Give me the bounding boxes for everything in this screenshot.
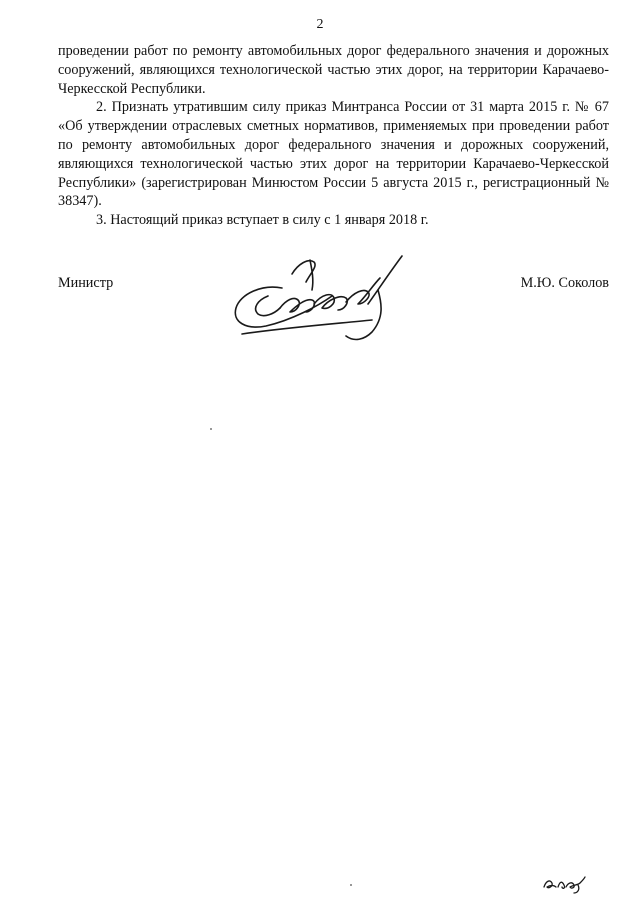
- signatory-title: Министр: [58, 275, 114, 291]
- handwritten-signature-icon: [222, 244, 412, 346]
- signatory-name: М.Ю. Соколов: [520, 275, 609, 291]
- paragraph-item-3: 3. Настоящий приказ вступает в силу с 1 января 2018 г.: [96, 212, 429, 229]
- scan-speck: [350, 884, 352, 886]
- scan-speck: [210, 428, 212, 430]
- document-body: [58, 42, 609, 230]
- page-number: 2: [316, 17, 324, 32]
- handwritten-initials-icon: [540, 873, 588, 895]
- paragraph-continuation: проведении работ по ремонту автомобильных дорог федерального значения и дорожных сооружений, являющихся технологической частью этих дорог, на территории Карачаево-Черкесской Республики.: [58, 43, 609, 97]
- paragraph-item-2: 2. Признать утратившим силу приказ Минтранса России от 31 марта 2015 г. № 67 «Об утверждении отраслевых сметных нормативов, применяемых при проведении работ по ремонту автомобильных дорог федерального значения и дорожных сооружений, являющихся технологической частью этих дорог на территории Карачаево-Черкесской Республики» (зарегистрирован Минюстом России 5 августа 2015 г., регистрационный № 38347).: [58, 99, 609, 210]
